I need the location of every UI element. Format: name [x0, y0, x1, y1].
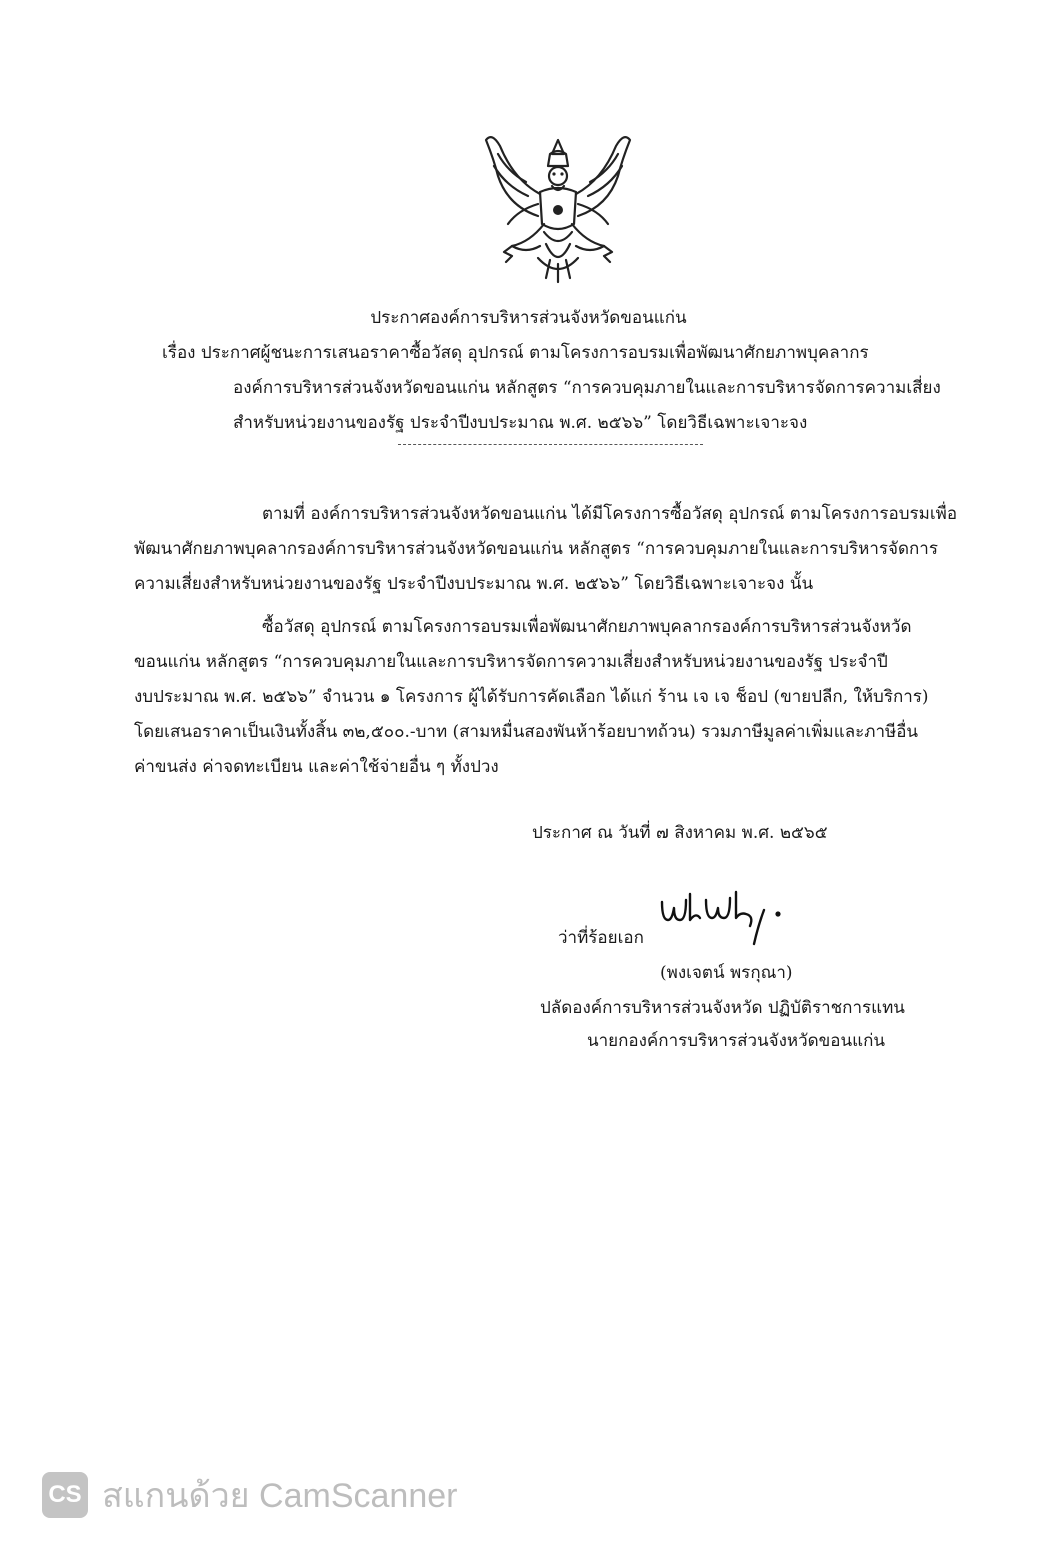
handwritten-signature: [656, 886, 786, 946]
paragraph-2-line-5: ค่าขนส่ง ค่าจดทะเบียน และค่าใช้จ่ายอื่น ๆ ทั้งปวง: [134, 757, 499, 777]
subject-line-3: สำหรับหน่วยงานของรัฐ ประจำปีงบประมาณ พ.ศ. ๒๕๖๖” โดยวิธีเฉพาะเจาะจง: [233, 413, 808, 433]
paragraph-1-line-2: พัฒนาศักยภาพบุคลากรองค์การบริหารส่วนจังหวัดขอนแก่น หลักสูตร “การควบคุมภายในและการบริหารจัดการ: [134, 539, 938, 559]
subject-line-1: เรื่อง ประกาศผู้ชนะการเสนอราคาซื้อวัสดุ อุปกรณ์ ตามโครงการอบรมเพื่อพัฒนาศักยภาพบุคลากร: [162, 343, 869, 363]
signer-position-2: นายกองค์การบริหารส่วนจังหวัดขอนแก่น: [587, 1031, 885, 1051]
garuda-emblem: [478, 120, 638, 285]
paragraph-2-line-1: ซื้อวัสดุ อุปกรณ์ ตามโครงการอบรมเพื่อพัฒนาศักยภาพบุคลากรองค์การบริหารส่วนจังหวัด: [262, 617, 912, 637]
paragraph-2-line-3: งบประมาณ พ.ศ. ๒๕๖๖” จำนวน ๑ โครงการ ผู้ได้รับการคัดเลือก ได้แก่ ร้าน เจ เจ ช็อป (ขายปลีก, ให้บริการ): [134, 687, 929, 707]
signer-name: (พงเจตน์ พรกุณา): [660, 963, 793, 983]
announcement-title: ประกาศองค์การบริหารส่วนจังหวัดขอนแก่น: [370, 308, 687, 328]
dashed-separator: [398, 444, 703, 445]
paragraph-2-line-4: โดยเสนอราคาเป็นเงินทั้งสิ้น ๓๒,๕๐๐.-บาท (สามหมื่นสองพันห้าร้อยบาทถ้วน) รวมภาษีมูลค่าเพิ่มและภาษีอื่น: [134, 722, 919, 742]
watermark-text: สแกนด้วย CamScanner: [102, 1477, 458, 1515]
signer-rank: ว่าที่ร้อยเอก: [558, 928, 644, 948]
camscanner-logo-icon: CS: [42, 1472, 88, 1518]
paragraph-2-line-2: ขอนแก่น หลักสูตร “การควบคุมภายในและการบริหารจัดการความเสี่ยงสำหรับหน่วยงานของรัฐ ประจำปี: [134, 652, 888, 672]
paragraph-1-line-3: ความเสี่ยงสำหรับหน่วยงานของรัฐ ประจำปีงบประมาณ พ.ศ. ๒๕๖๖” โดยวิธีเฉพาะเจาะจง นั้น: [134, 574, 814, 594]
signer-position-1: ปลัดองค์การบริหารส่วนจังหวัด ปฏิบัติราชการแทน: [540, 998, 905, 1018]
paragraph-1-line-1: ตามที่ องค์การบริหารส่วนจังหวัดขอนแก่น ได้มีโครงการซื้อวัสดุ อุปกรณ์ ตามโครงการอบรมเพื่อ: [262, 504, 958, 524]
announcement-date: ประกาศ ณ วันที่ ๗ สิงหาคม พ.ศ. ๒๕๖๕: [532, 823, 828, 843]
subject-line-2: องค์การบริหารส่วนจังหวัดขอนแก่น หลักสูตร “การควบคุมภายในและการบริหารจัดการความเสี่ยง: [233, 378, 941, 398]
camscanner-watermark: [42, 1468, 457, 1522]
